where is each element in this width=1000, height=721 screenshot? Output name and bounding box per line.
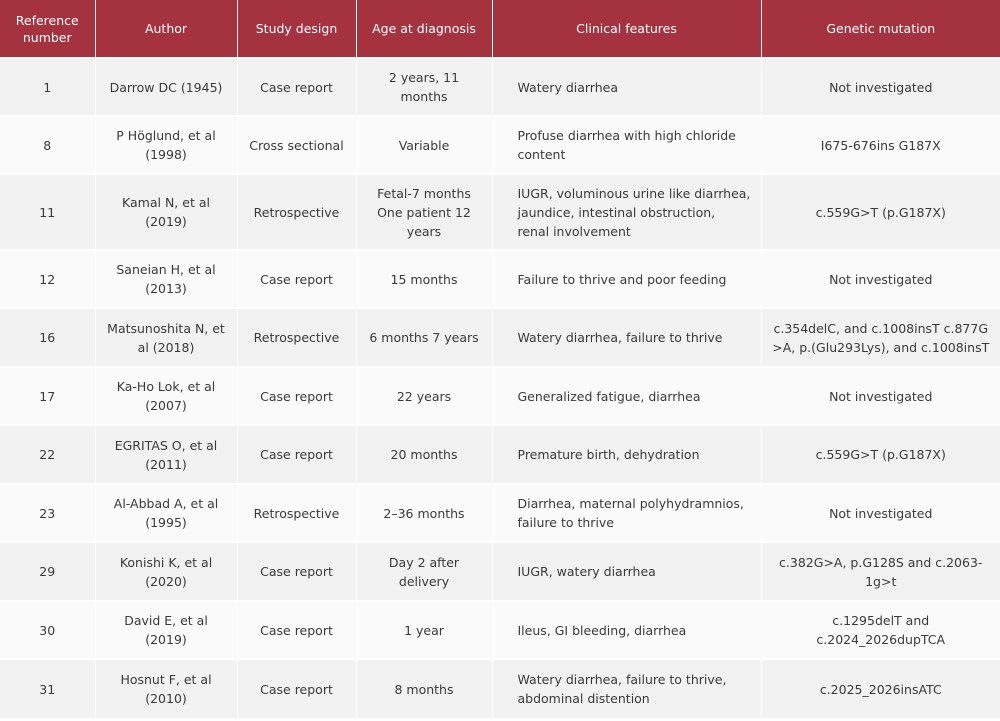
header-row: [0, 0, 1000, 58]
table-header: [0, 0, 1000, 58]
cell-author: Darrow DC (1945): [95, 58, 237, 116]
cell-age: 8 months: [356, 659, 492, 718]
cell-mutation: c.559G>T (p.G187X): [761, 425, 1000, 484]
cell-design: Case report: [237, 250, 356, 308]
cell-author: Saneian H, et al (2013): [95, 250, 237, 308]
cell-ref: 30: [0, 601, 95, 659]
cell-author: Matsunoshita N, et al (2018): [95, 308, 237, 367]
cell-design: Retrospective: [237, 308, 356, 367]
cell-design: Case report: [237, 542, 356, 601]
header-clinical-features: Clinical features: [492, 0, 761, 58]
cell-features: IUGR, voluminous urine like diarrhea, jaundice, intestinal obstruction, renal involvement: [492, 174, 761, 250]
cell-ref: 31: [0, 659, 95, 718]
table-row: [0, 484, 1000, 542]
cell-author: Hosnut F, et al (2010): [95, 659, 237, 718]
table-row: [0, 601, 1000, 659]
cell-age: 2 years, 11 months: [356, 58, 492, 116]
cell-design: Case report: [237, 58, 356, 116]
cell-design: Retrospective: [237, 484, 356, 542]
cell-age: 22 years: [356, 367, 492, 425]
cell-features: Ileus, GI bleeding, diarrhea: [492, 601, 761, 659]
header-author: Author: [95, 0, 237, 58]
cell-age: 1 year: [356, 601, 492, 659]
cell-age: Day 2 after delivery: [356, 542, 492, 601]
cell-mutation: Not investigated: [761, 250, 1000, 308]
table-row: [0, 58, 1000, 116]
cell-ref: 29: [0, 542, 95, 601]
table-row: [0, 250, 1000, 308]
cell-design: Case report: [237, 425, 356, 484]
cell-features: Generalized fatigue, diarrhea: [492, 367, 761, 425]
cell-age: Fetal-7 months One patient 12 years: [356, 174, 492, 250]
header-reference-number: Reference number: [0, 0, 95, 58]
cell-author: P Höglund, et al (1998): [95, 116, 237, 174]
cell-ref: 17: [0, 367, 95, 425]
cell-design: Retrospective: [237, 174, 356, 250]
cell-age: 6 months 7 years: [356, 308, 492, 367]
cell-design: Cross sectional: [237, 116, 356, 174]
cell-features: IUGR, watery diarrhea: [492, 542, 761, 601]
cell-mutation: I675-676ins G187X: [761, 116, 1000, 174]
cell-author: David E, et al (2019): [95, 601, 237, 659]
cell-design: Case report: [237, 367, 356, 425]
cell-features: Premature birth, dehydration: [492, 425, 761, 484]
table-body: [0, 58, 1000, 718]
cell-features: Watery diarrhea, failure to thrive, abdominal distention: [492, 659, 761, 718]
table-row: [0, 174, 1000, 250]
cell-author: Al-Abbad A, et al (1995): [95, 484, 237, 542]
cell-mutation: c.354delC, and c.1008insT c.877G >A, p.(Glu293Lys), and c.1008insT: [761, 308, 1000, 367]
cell-features: Watery diarrhea: [492, 58, 761, 116]
header-age-at-diagnosis: Age at diagnosis: [356, 0, 492, 58]
cell-mutation: c.1295delT and c.2024_2026dupTCA: [761, 601, 1000, 659]
cell-mutation: c.2025_2026insATC: [761, 659, 1000, 718]
cell-author: Kamal N, et al (2019): [95, 174, 237, 250]
cell-age: 2–36 months: [356, 484, 492, 542]
cell-ref: 11: [0, 174, 95, 250]
cell-mutation: Not investigated: [761, 367, 1000, 425]
cell-author: Konishi K, et al (2020): [95, 542, 237, 601]
cell-mutation: Not investigated: [761, 484, 1000, 542]
cell-age: Variable: [356, 116, 492, 174]
table-row: [0, 659, 1000, 718]
table-row: [0, 367, 1000, 425]
table-row: [0, 425, 1000, 484]
cell-features: Failure to thrive and poor feeding: [492, 250, 761, 308]
cell-features: Profuse diarrhea with high chloride content: [492, 116, 761, 174]
cell-age: 20 months: [356, 425, 492, 484]
cell-ref: 22: [0, 425, 95, 484]
cell-ref: 23: [0, 484, 95, 542]
cell-ref: 12: [0, 250, 95, 308]
cell-features: Diarrhea, maternal polyhydramnios, failure to thrive: [492, 484, 761, 542]
cell-author: EGRITAS O, et al (2011): [95, 425, 237, 484]
header-genetic-mutation: Genetic mutation: [761, 0, 1000, 58]
cell-mutation: c.382G>A, p.G128S and c.2063-1g>t: [761, 542, 1000, 601]
table-row: [0, 308, 1000, 367]
cell-author: Ka-Ho Lok, et al (2007): [95, 367, 237, 425]
cell-ref: 16: [0, 308, 95, 367]
cell-design: Case report: [237, 659, 356, 718]
cell-mutation: Not investigated: [761, 58, 1000, 116]
header-study-design: Study design: [237, 0, 356, 58]
table-row: [0, 116, 1000, 174]
cell-ref: 8: [0, 116, 95, 174]
cell-design: Case report: [237, 601, 356, 659]
cell-mutation: c.559G>T (p.G187X): [761, 174, 1000, 250]
cell-age: 15 months: [356, 250, 492, 308]
cell-ref: 1: [0, 58, 95, 116]
table-row: [0, 542, 1000, 601]
cell-features: Watery diarrhea, failure to thrive: [492, 308, 761, 367]
